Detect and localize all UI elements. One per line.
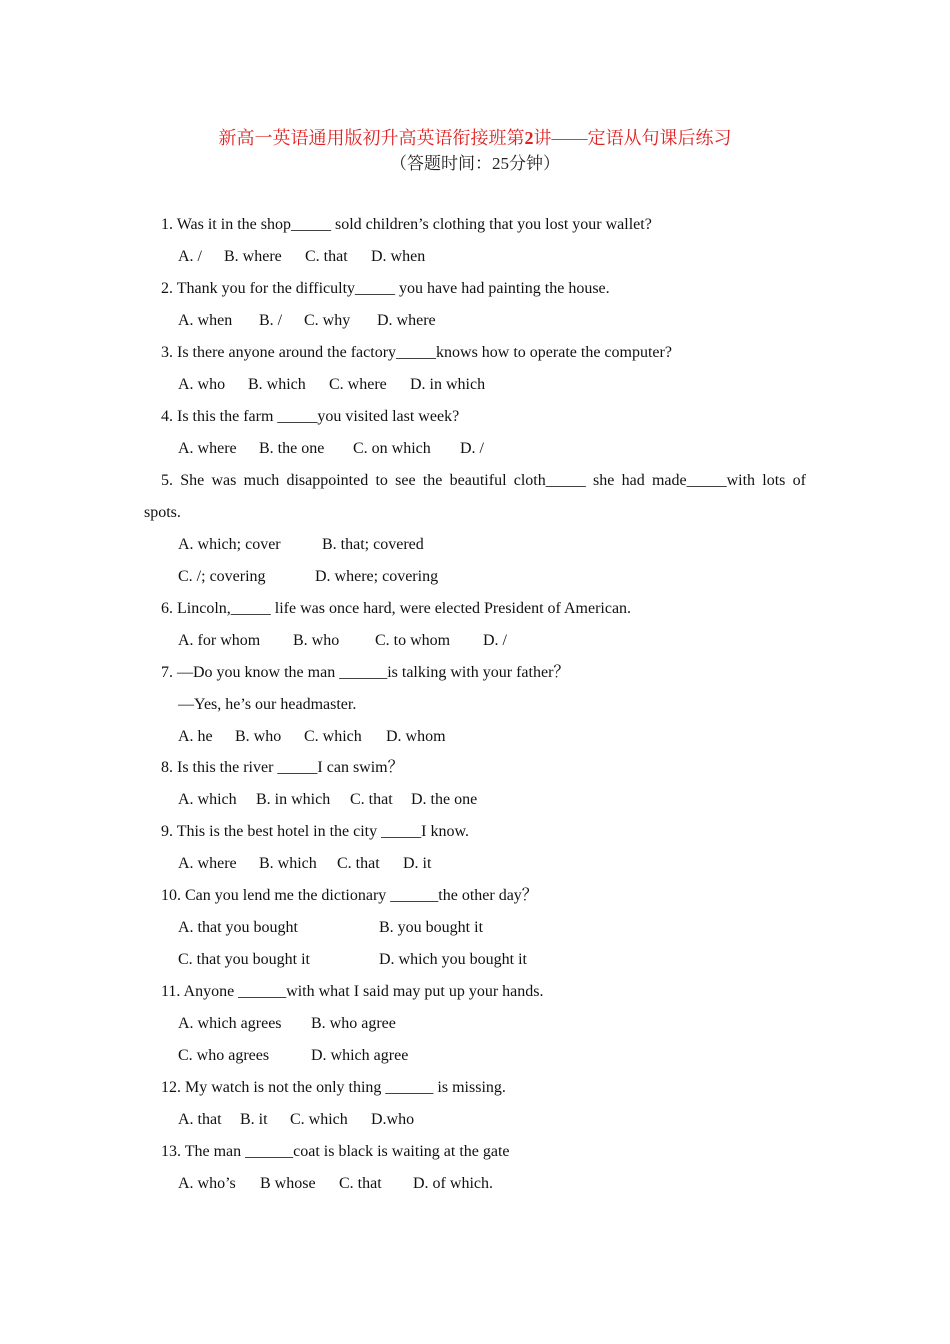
question-stem: 9. This is the best hotel in the city _____I know. bbox=[161, 823, 469, 840]
option: B. in which bbox=[256, 791, 331, 808]
question-options bbox=[178, 1014, 396, 1034]
question-stem: 3. Is there anyone around the factory_____knows how to operate the computer? bbox=[161, 344, 672, 361]
option: C. where bbox=[329, 376, 387, 393]
option: B. the one bbox=[259, 440, 325, 457]
title-text-suffix: 讲——定语从句课后练习 bbox=[533, 128, 732, 148]
question-options bbox=[178, 1174, 493, 1194]
option: B. who agree bbox=[311, 1015, 396, 1032]
question-options bbox=[178, 1110, 414, 1130]
option: B. you bought it bbox=[379, 919, 484, 936]
option: A. which; cover bbox=[178, 536, 281, 553]
question-stem: 1. Was it in the shop_____ sold children’s clothing that you lost your wallet? bbox=[161, 216, 652, 233]
question-options bbox=[178, 950, 527, 970]
question-stem: 12. My watch is not the only thing ______ is missing. bbox=[161, 1079, 506, 1096]
option: D. / bbox=[460, 440, 484, 457]
option: D. when bbox=[371, 248, 426, 265]
option: C. who agrees bbox=[178, 1047, 270, 1064]
question-stem: 8. Is this the river _____I can swim？ bbox=[161, 759, 404, 776]
dialogue-answer-line: —Yes, he’s our headmaster. bbox=[178, 696, 357, 713]
option: C. that bbox=[350, 791, 393, 808]
question-options bbox=[178, 1046, 408, 1066]
question-options bbox=[178, 247, 425, 267]
option: C. to whom bbox=[375, 632, 451, 649]
answer-time-note: （答题时间：25分钟） bbox=[390, 154, 560, 173]
option: D. in which bbox=[410, 376, 486, 393]
question-stem: 10. Can you lend me the dictionary ______the other day？ bbox=[161, 887, 538, 904]
option: D. the one bbox=[411, 791, 478, 808]
option: A. / bbox=[178, 248, 202, 265]
option: C. which bbox=[290, 1111, 348, 1128]
option: C. that bbox=[339, 1175, 382, 1192]
title-text: 新高一英语通用版初升高英语衔接班第 bbox=[218, 128, 525, 148]
option: A. which bbox=[178, 791, 237, 808]
option: C. which bbox=[304, 728, 362, 745]
option: C. that you bought it bbox=[178, 951, 310, 968]
option: D. of which. bbox=[413, 1175, 493, 1192]
option: C. why bbox=[304, 312, 351, 329]
question-stem: 4. Is this the farm _____you visited last week? bbox=[161, 408, 460, 425]
option: D. where; covering bbox=[315, 568, 439, 585]
option: C. /; covering bbox=[178, 568, 266, 585]
option: A. where bbox=[178, 855, 237, 872]
question-stem: 13. The man ______coat is black is waiting at the gate bbox=[161, 1143, 510, 1160]
option: B. where bbox=[224, 248, 282, 265]
question-stem: 7. —Do you know the man ______is talking with your father？ bbox=[161, 664, 570, 681]
question-options bbox=[178, 790, 477, 810]
option: B. who bbox=[235, 728, 282, 745]
question-options bbox=[178, 311, 436, 331]
question-stem: 11. Anyone ______with what I said may put up your hands. bbox=[161, 983, 544, 1000]
question-stem: 2. Thank you for the difficulty_____ you have had painting the house. bbox=[161, 280, 610, 297]
option: C. that bbox=[337, 855, 380, 872]
option: A. where bbox=[178, 440, 237, 457]
question-stem: 6. Lincoln,_____ life was once hard, were elected President of American. bbox=[161, 600, 632, 617]
question-options bbox=[178, 727, 446, 747]
question-stem bbox=[144, 471, 806, 523]
option: C. that bbox=[305, 248, 348, 265]
option: B. it bbox=[240, 1111, 268, 1128]
option: A. he bbox=[178, 728, 213, 745]
option: A. that bbox=[178, 1111, 222, 1128]
option: D. which you bought it bbox=[379, 951, 527, 968]
option: A. when bbox=[178, 312, 233, 329]
title-lecture-number: 2 bbox=[524, 128, 534, 148]
option: D. which agree bbox=[311, 1047, 409, 1064]
question-options bbox=[178, 535, 424, 555]
question-options bbox=[178, 631, 507, 651]
question-options bbox=[178, 918, 483, 938]
option: D.who bbox=[371, 1111, 415, 1128]
question-stem-line: spots. bbox=[144, 504, 181, 521]
option: C. on which bbox=[353, 440, 431, 457]
option: D. / bbox=[483, 632, 507, 649]
option: D. where bbox=[377, 312, 436, 329]
option: B. who bbox=[293, 632, 340, 649]
option: A. who’s bbox=[178, 1175, 236, 1192]
option: D. it bbox=[403, 855, 432, 872]
option: B. which bbox=[248, 376, 306, 393]
document-title bbox=[0, 126, 950, 150]
question-options bbox=[178, 854, 431, 874]
option: B whose bbox=[260, 1175, 316, 1192]
option: B. that; covered bbox=[322, 536, 424, 553]
option: B. which bbox=[259, 855, 317, 872]
question-options bbox=[178, 439, 484, 459]
question-options bbox=[178, 567, 438, 587]
option: A. who bbox=[178, 376, 226, 393]
question-stem-line: 5. She was much disappointed to see the beautiful cloth_____ she had made_____with lots of bbox=[161, 472, 806, 489]
option: A. which agrees bbox=[178, 1015, 282, 1032]
option: D. whom bbox=[386, 728, 446, 745]
question-options bbox=[178, 375, 485, 395]
option: A. for whom bbox=[178, 632, 261, 649]
option: A. that you bought bbox=[178, 919, 298, 936]
option: B. / bbox=[259, 312, 283, 329]
